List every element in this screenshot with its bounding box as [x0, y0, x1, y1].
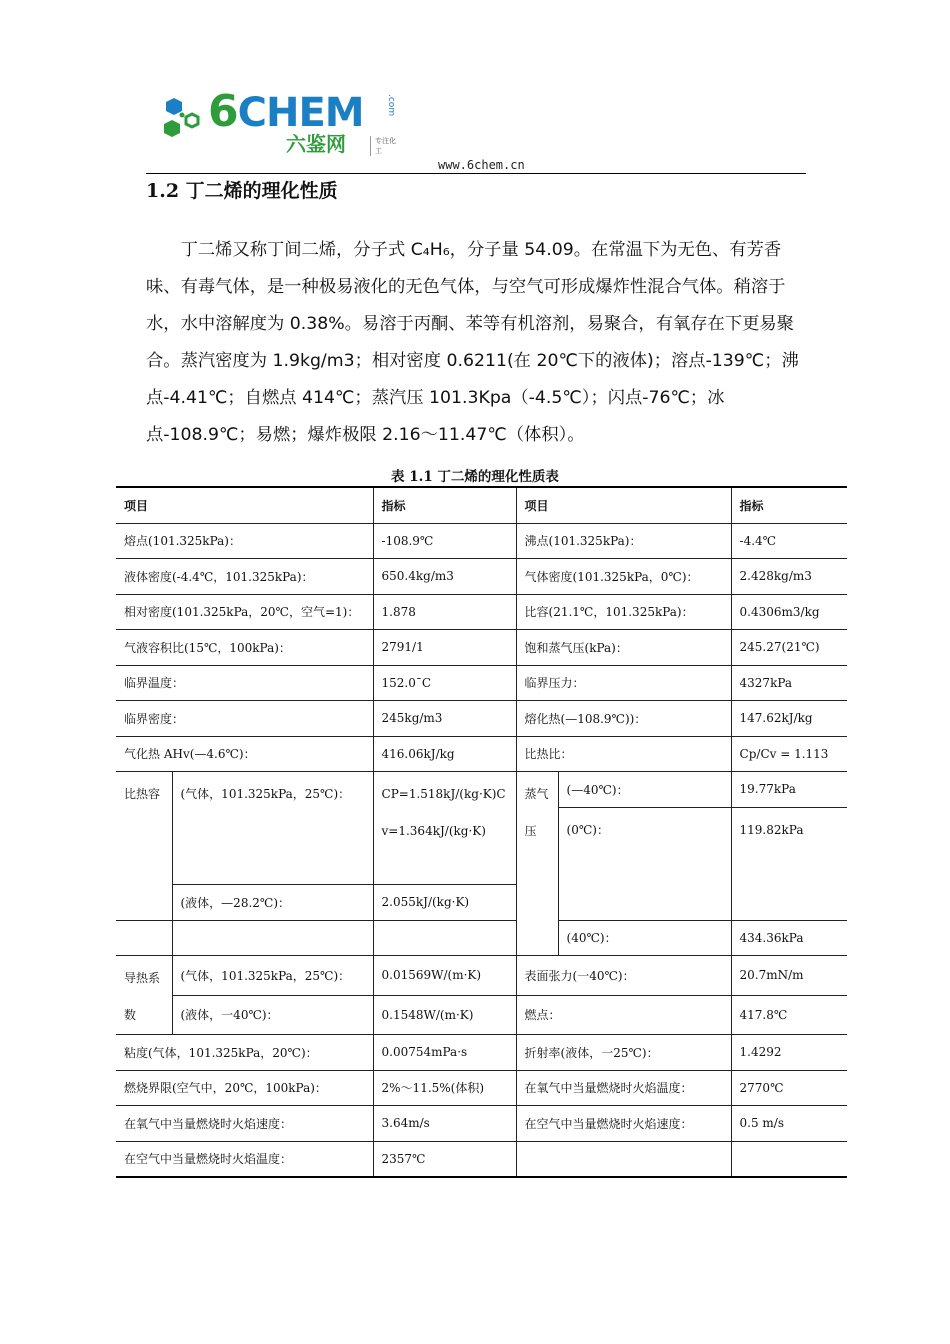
- header-item: 项目: [116, 487, 373, 523]
- cell-value: 0.5 m/s: [731, 1106, 847, 1142]
- cell-value: 0.00754mPa·s: [373, 1035, 516, 1071]
- vapor-pressure-value: 434.36kPa: [731, 920, 847, 956]
- conductivity-liquid-condition: (液体，一40℃)：: [172, 995, 373, 1035]
- cell-item: 相对密度(101.325kPa，20℃，空气=1)：: [116, 594, 373, 630]
- logo-tagline: 专注化工: [370, 136, 400, 156]
- table-row: [116, 736, 847, 772]
- table-row: [116, 594, 847, 630]
- cell-item: 表面张力(一40℃)：: [516, 956, 731, 996]
- paragraph-text: 丁二烯又称丁间二烯，分子式 C₄H₆，分子量 54.09。在常温下为无色、有芳香味、有毒气体，是一种极易液化的无色气体，与空气可形成爆炸性混合气体。稍溶于水，水中溶解度为 0.38%。易溶于丙酮、苯等有机溶剂，易聚合，有氧存在下更易聚合。蒸汽密度为 1.9kg/m3；相对密度 0.6211(在 20℃下的液体)；溶点-139℃；沸点-4.41℃；自燃点 414℃；蒸汽压 101.3Kpa（-4.5℃）；闪点-76℃；冰点-108.9℃；易燃；爆炸极限 2.16～11.47℃（体积）。: [146, 240, 799, 445]
- site-url: www.6chem.cn: [438, 158, 525, 172]
- header-value: 指标: [373, 487, 516, 523]
- cell-value: 417.8℃: [731, 995, 847, 1035]
- cell-item: 燃烧界限(空气中，20℃，100kPa)：: [116, 1070, 373, 1106]
- vapor-pressure-condition: (—40℃)：: [558, 772, 731, 808]
- vapor-pressure-label: 蒸气压: [516, 772, 558, 956]
- cell-value: 152.0¯C: [373, 665, 516, 701]
- logo-brand: CHEM: [237, 90, 364, 136]
- cell-value: 2.428kg/m3: [731, 559, 847, 595]
- table-row: [116, 1035, 847, 1071]
- cell-value: 2%～11.5%(体积): [373, 1070, 516, 1106]
- cell-value: 4327kPa: [731, 665, 847, 701]
- conductivity-gas-condition: (气体，101.325kPa，25℃)：: [172, 956, 373, 996]
- cell-item: 临界温度：: [116, 665, 373, 701]
- heat-capacity-gas-value: CP=1.518kJ/(kg·K)Cv=1.364kJ/(kg·K): [373, 772, 516, 885]
- cell-item: 折射率(液体，一25℃)：: [516, 1035, 731, 1071]
- cell-value: 650.4kg/m3: [373, 559, 516, 595]
- conductivity-gas-value: 0.01569W/(m·K): [373, 956, 516, 996]
- table-row: [116, 1141, 847, 1177]
- logo-chinese-name: 六鉴网: [286, 132, 346, 156]
- table-row: [116, 1070, 847, 1106]
- cell-item: 比容(21.1℃，101.325kPa)：: [516, 594, 731, 630]
- header-divider: [146, 173, 806, 174]
- logo-number: 6: [208, 86, 238, 137]
- cell-value: Cp/Cv = 1.113: [731, 736, 847, 772]
- vapor-pressure-condition: (40℃)：: [558, 920, 731, 956]
- vapor-pressure-condition: (0℃)：: [558, 807, 731, 920]
- cell-value: 0.4306m3/kg: [731, 594, 847, 630]
- heat-capacity-liquid-value: 2.055kJ/(kg·K): [373, 885, 516, 921]
- cell-item: 气化热 AHv(—4.6℃)：: [116, 736, 373, 772]
- heat-capacity-liquid-condition: (液体，—28.2℃)：: [172, 885, 373, 921]
- table-row-vapor-40c: [116, 920, 847, 956]
- header-value: 指标: [731, 487, 847, 523]
- logo-dotcom: .com: [386, 94, 396, 117]
- cell-value: 1.4292: [731, 1035, 847, 1071]
- site-logo: [160, 88, 400, 158]
- cell-value: 2791/1: [373, 630, 516, 666]
- section-heading: 1.2 丁二烯的理化性质: [146, 180, 338, 202]
- cell-value: 2770℃: [731, 1070, 847, 1106]
- table-row: [116, 1106, 847, 1142]
- cell-item: 临界密度：: [116, 701, 373, 737]
- cell-value: 245kg/m3: [373, 701, 516, 737]
- vapor-pressure-value: 19.77kPa: [731, 772, 847, 808]
- table-caption: 表 1.1 丁二烯的理化性质表: [391, 469, 559, 485]
- cell-item: 在氧气中当量燃烧时火焰速度：: [116, 1106, 373, 1142]
- cell-item: 液体密度(-4.4℃，101.325kPa)：: [116, 559, 373, 595]
- header-item: 项目: [516, 487, 731, 523]
- cell-item: 比热比：: [516, 736, 731, 772]
- table-row-heat-capacity: [116, 772, 847, 808]
- properties-table: [116, 486, 847, 1178]
- cell-item: 在空气中当量燃烧时火焰温度：: [116, 1141, 373, 1177]
- cell-item: 气液容积比(15℃，100kPa)：: [116, 630, 373, 666]
- cell-item: 在氧气中当量燃烧时火焰温度：: [516, 1070, 731, 1106]
- cell-value: 245.27(21℃): [731, 630, 847, 666]
- cell-item: 燃点：: [516, 995, 731, 1035]
- table-row: [116, 523, 847, 559]
- heat-capacity-label: 比热容: [116, 772, 172, 921]
- table-row: [116, 559, 847, 595]
- table-row-conductivity-liquid: [116, 995, 847, 1035]
- cell-value: 147.62kJ/kg: [731, 701, 847, 737]
- table-row-conductivity-gas: [116, 956, 847, 996]
- thermal-conductivity-label: 导热系数: [116, 956, 172, 1035]
- body-paragraph: [146, 232, 811, 454]
- vapor-pressure-value: 119.82kPa: [731, 807, 847, 920]
- cell-item: 粘度(气体，101.325kPa，20℃)：: [116, 1035, 373, 1071]
- cell-item: 临界压力：: [516, 665, 731, 701]
- cell-value: 2357℃: [373, 1141, 516, 1177]
- cell-item: 沸点(101.325kPa)：: [516, 523, 731, 559]
- cell-item: 熔化热(—108.9℃))：: [516, 701, 731, 737]
- cell-item: 熔点(101.325kPa)：: [116, 523, 373, 559]
- heat-capacity-gas-condition: (气体，101.325kPa，25℃)：: [172, 772, 373, 885]
- cell-value: [731, 1141, 847, 1177]
- cell-value: 416.06kJ/kg: [373, 736, 516, 772]
- cell-item: 饱和蒸气压(kPa)：: [516, 630, 731, 666]
- cell-value: 1.878: [373, 594, 516, 630]
- table-row: [116, 630, 847, 666]
- cell-item: 在空气中当量燃烧时火焰速度：: [516, 1106, 731, 1142]
- table-header-row: [116, 487, 847, 523]
- conductivity-liquid-value: 0.1548W/(m·K): [373, 995, 516, 1035]
- cell-value: 20.7mN/m: [731, 956, 847, 996]
- table-row: [116, 665, 847, 701]
- cell-item: 气体密度(101.325kPa，0℃)：: [516, 559, 731, 595]
- table-row: [116, 701, 847, 737]
- cell-item: [516, 1141, 731, 1177]
- hexagon-molecule-icon: [160, 94, 210, 144]
- cell-value: -108.9℃: [373, 523, 516, 559]
- cell-value: 3.64m/s: [373, 1106, 516, 1142]
- cell-value: -4.4℃: [731, 523, 847, 559]
